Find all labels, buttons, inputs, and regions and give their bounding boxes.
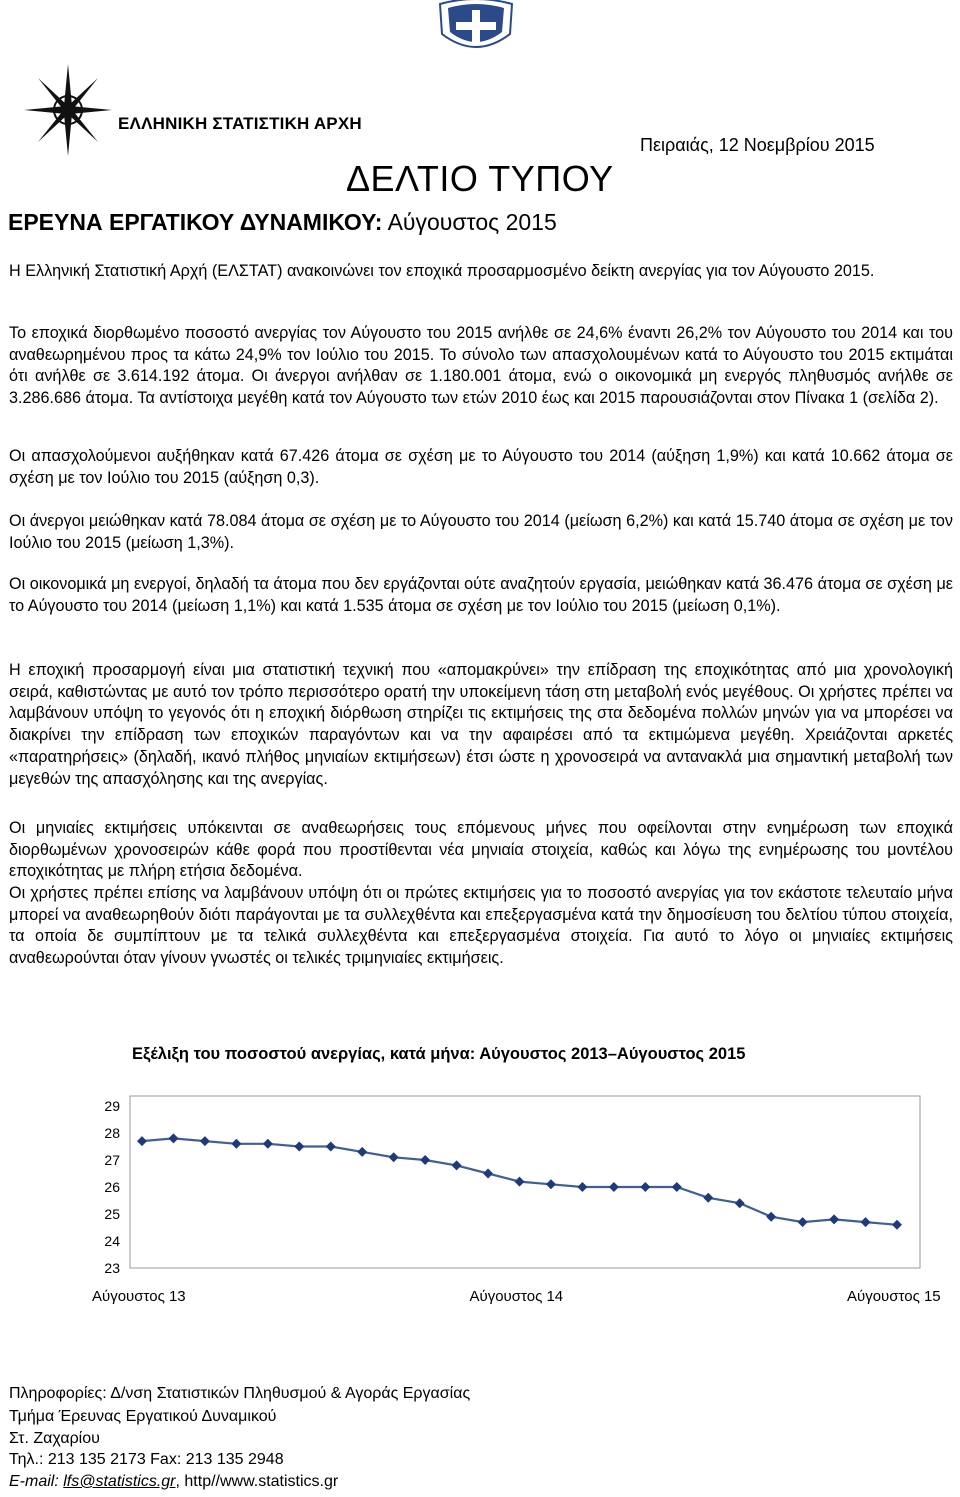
paragraph: Οι άνεργοι μειώθηκαν κατά 78.084 άτομα σε σχέση με το Αύγουστο του 2014 (μείωση 6,2%) και κατά 15.740 άτομα σε σχέση με τον Ιούλιο του 2015 (μείωση 1,3%). <box>9 512 953 552</box>
place-date: Πειραιάς, 12 Νοεμβρίου 2015 <box>640 135 875 155</box>
chart-x-labels <box>0 1288 960 1312</box>
press-release-title: ΔΕΛΤΙΟ ΤΥΠΟΥ <box>346 158 614 199</box>
y-tick-label: 24 <box>104 1233 120 1249</box>
compass-rose-logo <box>22 62 114 158</box>
survey-name: ΕΡΕΥΝΑ ΕΡΓΑΤΙΚΟΥ ΔΥΝΑΜΙΚΟΥ: <box>8 209 383 235</box>
email-label: E-mail: <box>9 1473 59 1490</box>
data-point <box>735 1198 745 1208</box>
chart-title: Εξέλιξη του ποσοστού ανεργίας, κατά μήνα: Αύγουστος 2013–Αύγουστος 2015 <box>132 1045 746 1063</box>
data-point <box>577 1182 587 1192</box>
data-point <box>420 1155 430 1165</box>
data-point <box>294 1142 304 1152</box>
paragraph: Η Ελληνική Στατιστική Αρχή (ΕΛΣΤΑΤ) ανακοινώνει τον εποχικά προσαρμοσμένο δείκτη ανεργίας για τον Αύγουστο 2015. <box>9 262 875 280</box>
data-point <box>231 1139 241 1149</box>
survey-month: Αύγουστος 2015 <box>382 209 557 235</box>
paragraph: Το εποχικά διορθωμένο ποσοστό ανεργίας τον Αύγουστο του 2015 ανήλθε σε 24,6% έναντι 26,2% τον Αύγουστο του 2014 και του αναθεωρημένου προς τα κάτω 24,9% τον Ιούλιο του 2015. Το σύνολο των απασχολουμένων κατά το Αύγουστο του 2015 εκτιμάται ότι ανήλθε σε 3.614.192 άτομα. Οι άνεργοι ανήλθαν σε 1.180.001 άτομα, ενώ ο οικονομικά μη ενεργός πληθυσμός ανήλθε σε 3.286.686 άτομα. Τα αντίστοιχα μεγέθη κατά τον Αύγουστο των ετών 2010 έως και 2015 παρουσιάζονται στον Πίνακα 1 (σελίδα 2). <box>9 324 953 408</box>
data-point <box>263 1139 273 1149</box>
x-tick-label: Αύγουστος 15 <box>847 1288 941 1305</box>
y-tick-label: 26 <box>104 1179 120 1195</box>
data-point <box>137 1136 147 1146</box>
website-link[interactable]: http//www.statistics.gr <box>179 1473 339 1490</box>
survey-title <box>8 209 557 236</box>
x-tick-label: Αύγουστος 14 <box>469 1288 564 1305</box>
data-point <box>200 1136 210 1146</box>
coat-of-arms-logo <box>430 0 522 52</box>
data-point <box>452 1160 462 1170</box>
paragraph: Οι μηνιαίες εκτιμήσεις υπόκεινται σε αναθεωρήσεις τους επόμενους μήνες που οφείλονται στην ενημέρωση των εποχικά διορθωμένων χρονοσειρών κάθε φορά που προστίθενται νέα μηνιαία στοιχεία, καθώς και λόγω της ενημέρωσης του μοντέλου εποχικότητας με πλήρη ετήσια δεδομένα. <box>9 819 953 881</box>
unemployment-line-chart <box>80 1088 928 1288</box>
agency-name: ΕΛΛΗΝΙΚΗ ΣΤΑΤΙΣΤΙΚΗ ΑΡΧΗ <box>118 114 362 133</box>
y-tick-label: 29 <box>104 1098 120 1114</box>
data-point <box>672 1182 682 1192</box>
data-point <box>326 1142 336 1152</box>
email-link[interactable]: lfs@statistics.gr <box>63 1473 176 1490</box>
data-point <box>389 1152 399 1162</box>
data-point <box>703 1193 713 1203</box>
data-point <box>766 1212 776 1222</box>
data-point <box>861 1217 871 1227</box>
contact-department: Πληροφορίες: Δ/νση Στατιστικών Πληθυσμού & Αγοράς Εργασίας <box>9 1385 471 1402</box>
paragraph: Οι οικονομικά μη ενεργοί, δηλαδή τα άτομα που δεν εργάζονται ούτε αναζητούν εργασία, μειώθηκαν κατά 36.476 άτομα σε σχέση με το Αύγουστο του 2014 (μείωση 1,1%) και κατά 1.535 άτομα σε σχέση με τον Ιούλιο του 2015 (μείωση 0,1%). <box>9 575 953 615</box>
y-tick-label: 27 <box>104 1152 120 1168</box>
data-point <box>546 1179 556 1189</box>
data-point <box>892 1220 902 1230</box>
data-point <box>798 1217 808 1227</box>
paragraph: Οι απασχολούμενοι αυξήθηκαν κατά 67.426 άτομα σε σχέση με το Αύγουστο του 2014 (αύξηση 1,9%) και κατά 10.662 άτομα σε σχέση με τον Ιούλιο του 2015 (αύξηση 0,3). <box>9 447 953 487</box>
data-point <box>609 1182 619 1192</box>
y-tick-label: 28 <box>104 1125 120 1141</box>
paragraph: Οι χρήστες πρέπει επίσης να λαμβάνουν υπόψη ότι οι πρώτες εκτιμήσεις για το ποσοστό ανεργίας για τον εκάστοτε τελευταίο μήνα μπορεί να αναθεωρηθούν διότι παράγονται με τα συλλεχθέντα και επεξεργασμένα κατά την δημοσίευση του δελτίου τύπου στοιχεία, τα οποία δε συμπίπτουν με τα τελικά συλλεχθέντα και επεξεργασμένα στοιχεία. Για αυτό το λόγο οι μηνιαίες εκτιμήσεις αναθεωρούνται όταν γίνουν γνωστές οι τελικές τριμηνιαίες εκτιμήσεις. <box>9 884 953 968</box>
data-point <box>829 1214 839 1224</box>
contact-section: Τμήμα Έρευνας Εργατικού Δυναμικού <box>9 1408 277 1425</box>
contact-person: Στ. Ζαχαρίου <box>9 1430 100 1447</box>
data-point <box>168 1133 178 1143</box>
y-tick-label: 25 <box>104 1206 120 1222</box>
y-tick-label: 23 <box>104 1260 120 1276</box>
data-point <box>515 1177 525 1187</box>
data-point <box>483 1169 493 1179</box>
contact-email-line: E-mail: lfs@statistics.gr, http//www.statistics.gr <box>9 1473 339 1490</box>
x-tick-label: Αύγουστος 13 <box>92 1288 186 1305</box>
data-point <box>357 1147 367 1157</box>
contact-phone: Τηλ.: 213 135 2173 Fax: 213 135 2948 <box>9 1451 284 1468</box>
data-point <box>640 1182 650 1192</box>
paragraph: Η εποχική προσαρμογή είναι μια στατιστική τεχνική που «απομακρύνει» την επίδραση της εποχικότητας από μια χρονολογική σειρά, καθιστώντας με αυτό τον τρόπο περισσότερο ορατή την υποκείμενη τάση στη μεταβολή ενός μεγέθους. Οι χρήστες πρέπει να λαμβάνουν υπόψη το γεγονός ότι η εποχική διόρθωση στηρίζει τις εκτιμήσεις της στα δεδομένα πολλών μηνών για να μπορέσει να διακρίνει την επίδραση των εποχικών παραγόντων και να την αφαιρέσει από τα εκτιμώμενα μεγέθη. Χρειάζονται αρκετές «παρατηρήσεις» (δηλαδή, ικανό πλήθος μηνιαίων εκτιμήσεων) έτσι ώστε η χρονοσειρά να αντανακλά μια σημαντική μεταβολή των μεγεθών της απασχόλησης και της ανεργίας. <box>9 661 953 788</box>
